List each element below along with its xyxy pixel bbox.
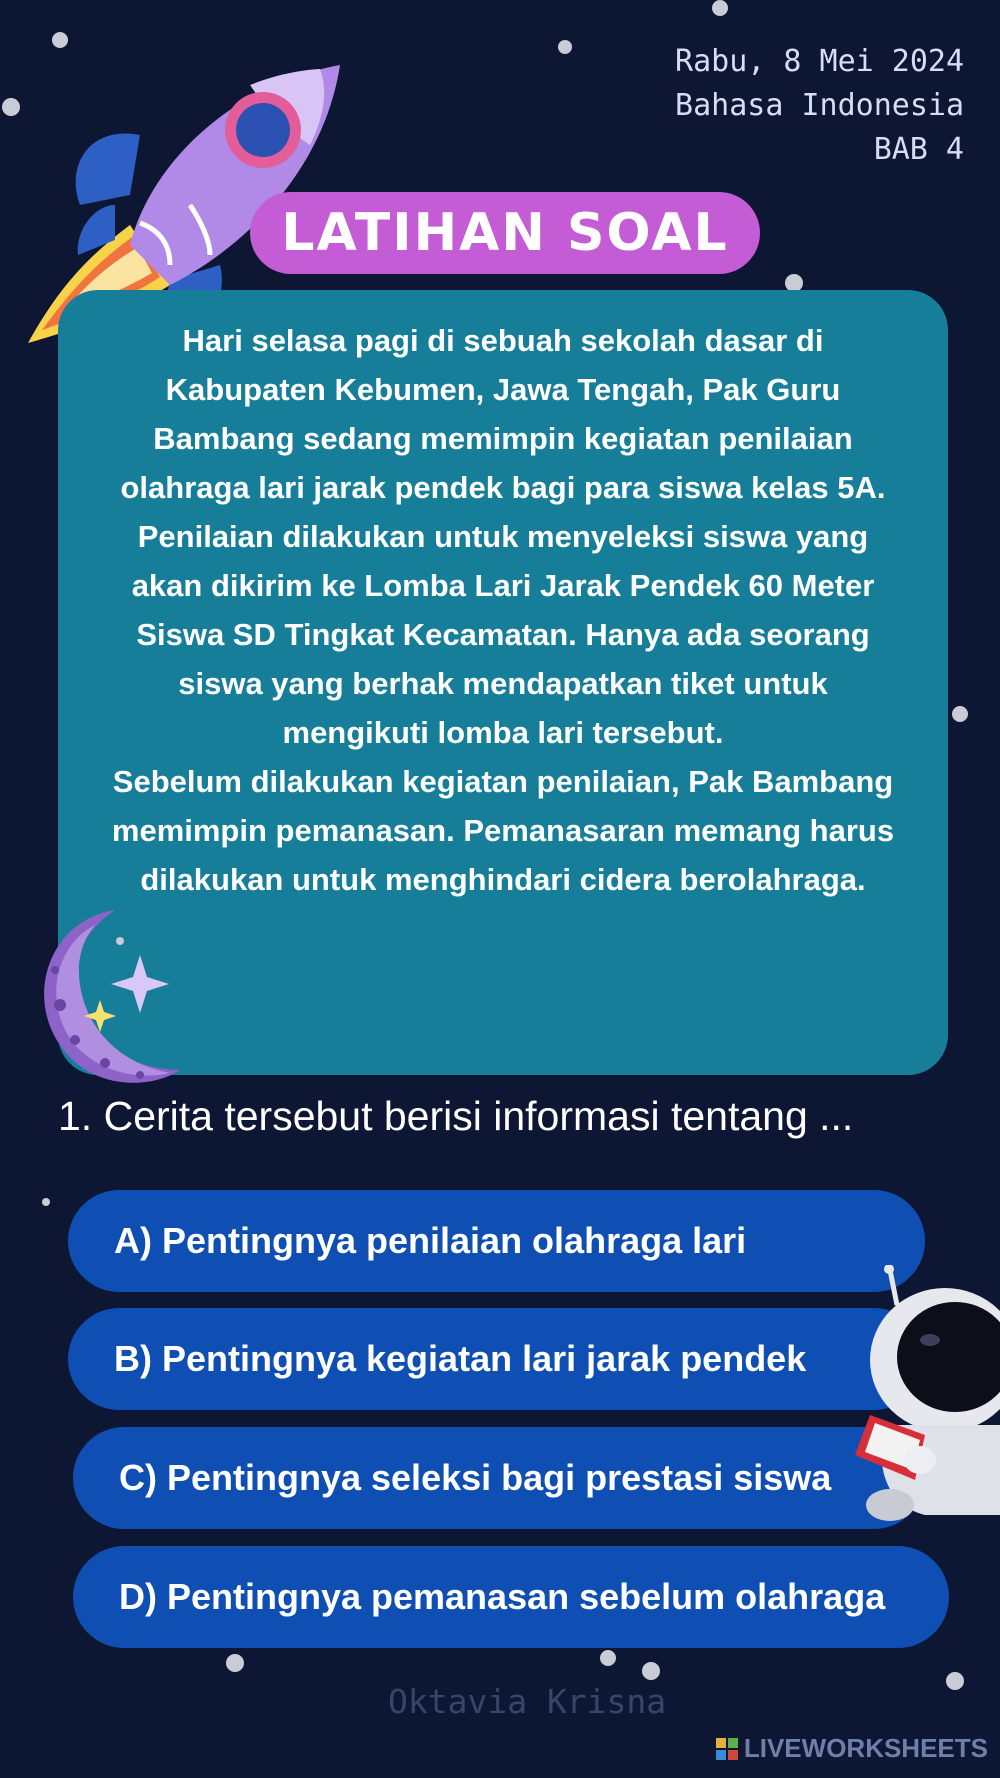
question-text: 1. Cerita tersebut berisi informasi tentang ... [58,1093,854,1139]
star-decoration [712,0,728,16]
lesson-info [675,40,964,172]
answer-option-label: A) Pentingnya penilaian olahraga lari [114,1220,747,1261]
answer-option-label: B) Pentingnya kegiatan lari jarak pendek [114,1338,807,1379]
star-decoration [558,40,572,54]
story-paragraph: Hari selasa pagi di sebuah sekolah dasar di Kabupaten Kebumen, Jawa Tengah, Pak Guru Bambang sedang memimpin kegiatan penilaian olahraga lari jarak pendek bagi para siswa kelas 5A. [120,323,886,505]
liveworksheets-logo-icon [716,1738,738,1760]
answer-option-b[interactable] [68,1308,925,1410]
star-decoration [952,706,968,722]
lesson-date: Rabu, 8 Mei 2024 [675,44,964,79]
star-decoration [2,98,20,116]
lesson-chapter: BAB 4 [873,132,964,167]
lesson-subject: Bahasa Indonesia [675,88,964,123]
story-paragraph: Sebelum dilakukan kegiatan penilaian, Pak Bambang memimpin pemanasan. Pemanasaran memang harus dilakukan untuk menghindari cidera berolahraga. [111,764,895,897]
brand-footer [716,1733,988,1764]
author-signature: Oktavia Krisna [388,1682,667,1721]
answer-option-c[interactable] [73,1427,925,1529]
star-decoration [642,1662,660,1680]
answer-option-a[interactable] [68,1190,925,1292]
moon-icon [20,905,210,1095]
answer-option-d[interactable] [73,1546,949,1648]
story-paragraph: Penilaian dilakukan untuk menyeleksi siswa yang akan dikirim ke Lomba Lari Jarak Pendek 60 Meter Siswa SD Tingkat Kecamatan. Hanya ada seorang siswa yang berhak mendapatkan tiket untuk mengikuti lomba lari tersebut. [131,519,875,750]
astronaut-icon [845,1265,1000,1530]
star-decoration [600,1650,616,1666]
page-title: LATIHAN SOAL [250,192,760,274]
answer-option-label: C) Pentingnya seleksi bagi prestasi siswa [119,1457,832,1498]
answer-option-label: D) Pentingnya pemanasan sebelum olahraga [119,1576,886,1617]
star-decoration [42,1198,50,1206]
brand-name: LIVEWORKSHEETS [743,1733,988,1763]
star-decoration [946,1672,964,1690]
star-decoration [52,32,68,48]
star-decoration [226,1654,244,1672]
